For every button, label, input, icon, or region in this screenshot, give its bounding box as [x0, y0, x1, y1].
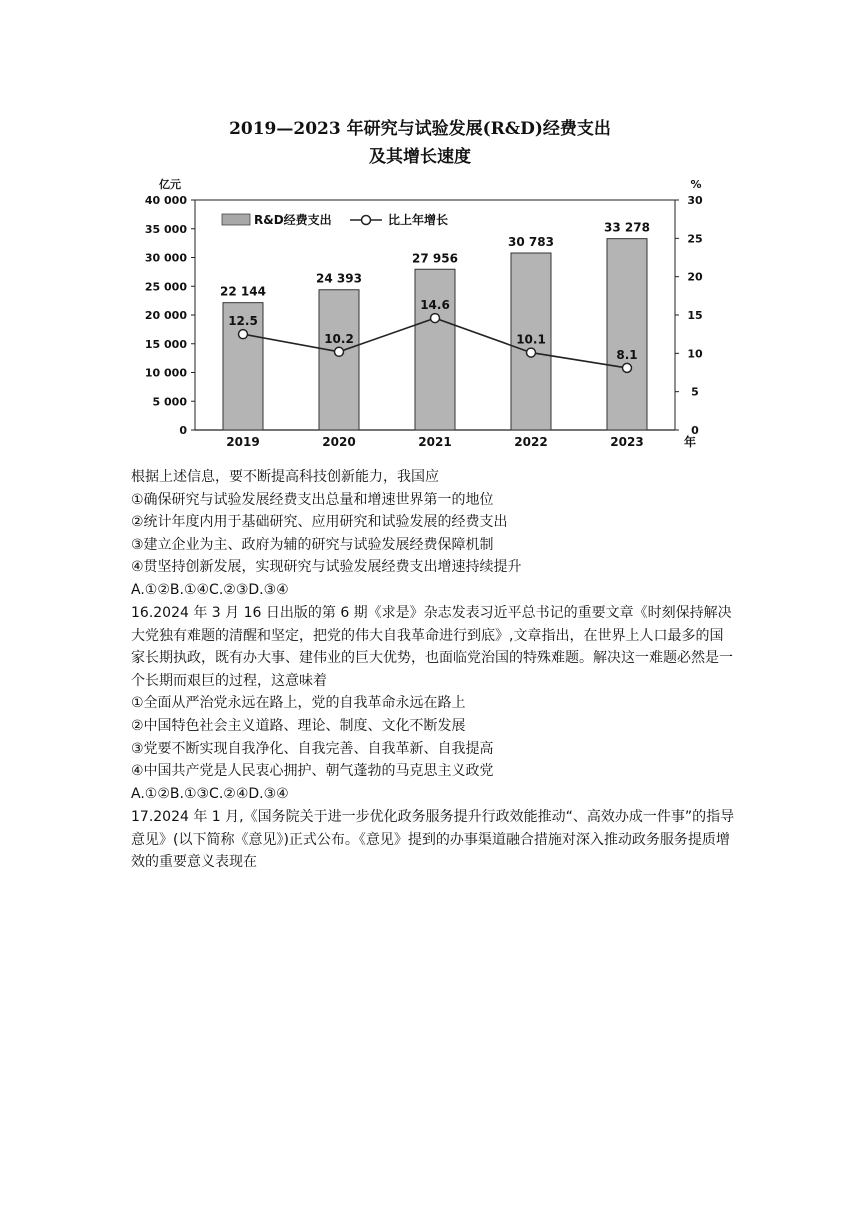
left-tick-label: 15 000	[144, 337, 187, 351]
question-16	[131, 602, 736, 805]
question-15-option-3: ③建立企业为主、政府为辅的研究与试验发展经费保障机制	[131, 536, 494, 553]
chart-title: 2019—2023 年研究与试验发展(R&D)经费支出	[229, 119, 611, 139]
x-tick-label: 2023	[610, 435, 644, 449]
legend	[222, 212, 448, 227]
right-tick-label: 5	[691, 385, 699, 399]
left-tick-label: 10 000	[144, 366, 187, 380]
question-15-option-1: ①确保研究与试验发展经费支出总量和增速世界第一的地位	[131, 491, 494, 508]
x-axis-unit: 年	[684, 435, 697, 449]
bar	[319, 290, 359, 430]
growth-value-label: 10.1	[516, 332, 546, 347]
left-tick-label: 5 000	[152, 395, 187, 409]
bar-value-label: 30 783	[508, 234, 554, 249]
left-axis-ticks	[145, 194, 195, 437]
growth-point	[623, 363, 632, 372]
bar-value-label: 22 144	[220, 284, 266, 299]
growth-point	[239, 330, 248, 339]
left-tick-label: 35 000	[144, 222, 187, 236]
right-tick-label: 10	[687, 347, 703, 361]
growth-value-label: 14.6	[420, 298, 450, 313]
right-tick-label: 0	[691, 424, 699, 437]
right-tick-label: 15	[687, 309, 703, 322]
growth-point	[431, 314, 440, 323]
bar-value-label: 24 393	[316, 271, 362, 286]
question-17-stem: 17.2024 年 1 月,《国务院关于进一步优化政务服务提升行政效能推动“、高效办成一件事”的指导意见》(以下简称《意见》)正式公布。《意见》提到的办事渠道融合措施对深入推动政务服务提质增效的重要意义表现在	[131, 809, 735, 871]
right-axis-unit: %	[690, 178, 702, 191]
left-tick-label: 30 000	[144, 251, 187, 265]
question-16-option-4: ④中国共产党是人民衷心拥护、朝气蓬勃的马克思主义政党	[131, 763, 494, 780]
growth-value-label: 10.2	[324, 331, 354, 346]
rd-expenditure-chart	[120, 100, 720, 455]
bar	[415, 269, 455, 430]
question-17	[131, 806, 736, 874]
question-15-option-2: ②统计年度内用于基础研究、应用研究和试验发展的经费支出	[131, 514, 508, 531]
question-15-stem: 根据上述信息，要不断提高科技创新能力，我国应	[131, 469, 439, 485]
question-16-option-2: ②中国特色社会主义道路、理论、制度、文化不断发展	[131, 717, 466, 734]
question-16-option-3: ③党要不断实现自我净化、自我完善、自我革新、自我提高	[131, 740, 494, 757]
growth-point	[527, 348, 536, 357]
x-tick-label: 2019	[226, 435, 260, 449]
x-tick-label: 2021	[418, 435, 452, 449]
growth-value-label: 12.5	[228, 314, 258, 329]
bar-series	[223, 239, 647, 430]
right-tick-label: 25	[687, 232, 703, 246]
bar-value-label: 33 278	[604, 220, 650, 235]
question-16-option-1: ①全面从严治党永远在路上，党的自我革命永远在路上	[131, 695, 466, 712]
right-tick-label: 30	[687, 194, 703, 207]
bar	[607, 239, 647, 430]
question-15-answers: A.①②B.①④C.②③D.③④	[131, 581, 289, 598]
right-axis-ticks	[675, 194, 703, 437]
x-axis-labels	[226, 435, 643, 449]
question-15	[131, 466, 736, 602]
x-tick-label: 2022	[514, 435, 548, 449]
left-axis-unit: 亿元	[159, 178, 181, 191]
right-tick-label: 20	[687, 270, 703, 284]
growth-point	[335, 347, 344, 356]
left-tick-label: 40 000	[144, 194, 187, 207]
legend-line-marker	[362, 216, 371, 225]
left-tick-label: 0	[179, 424, 187, 437]
left-tick-label: 25 000	[144, 280, 187, 294]
legend-line-label: 比上年增长	[388, 213, 449, 227]
growth-value-label: 8.1	[616, 347, 638, 362]
bar-value-label: 27 956	[412, 251, 458, 266]
question-16-stem: 16.2024 年 3 月 16 日出版的第 6 期《求是》杂志发表习近平总书记的重要文章《时刻保持解决大党独有难题的清醒和坚定，把党的伟大自我革命进行到底》,文章指出，在世界上人口最多的国家长期执政，既有办大事、建伟业的巨大优势，也面临党治国的特殊难题。解决这一难题必然是一个长期而艰巨的过程，这意味着	[131, 605, 733, 689]
question-16-answers: A.①②B.①③C.②④D.③④	[131, 785, 289, 802]
chart-subtitle: 及其增长速度	[369, 147, 471, 167]
x-tick-label: 2020	[322, 435, 356, 449]
legend-bar-label: R&D经费支出	[254, 213, 332, 227]
question-15-option-4: ④贯坚持创新发展，实现研究与试验发展经费支出增速持续提升	[131, 559, 522, 576]
left-tick-label: 20 000	[144, 309, 187, 322]
legend-bar-swatch	[222, 214, 250, 225]
